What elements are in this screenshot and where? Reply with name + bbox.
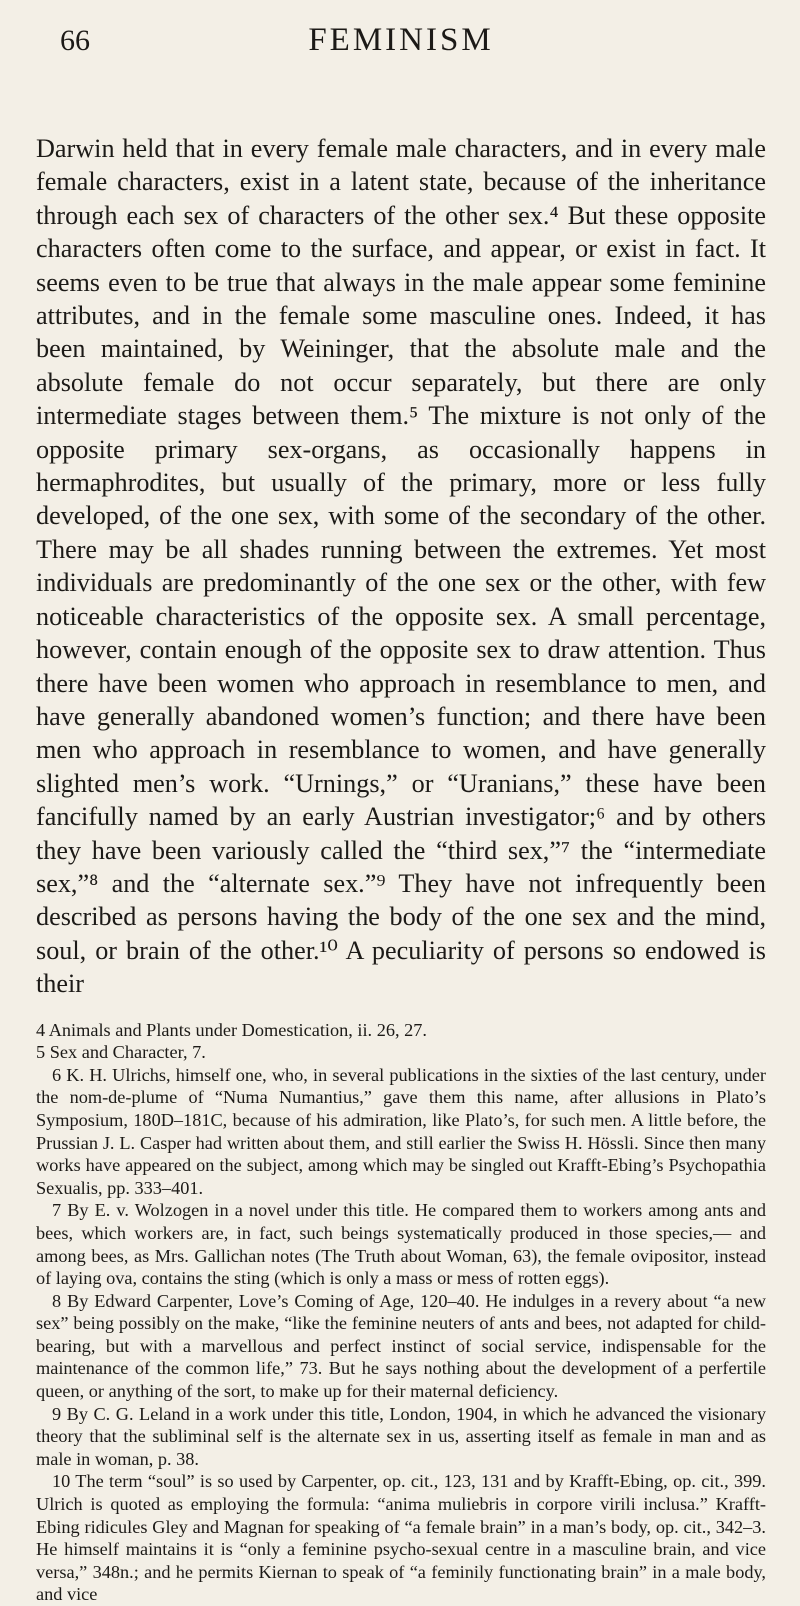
footnote-10: 10 The term “soul” is so used by Carpenter, op. cit., 123, 131 and by Krafft-Ebing, op. cit., 399. Ulrich is quoted as employing the formula: “anima muliebris in corpore virili inclusa.” Krafft-Ebing ridicules Gley and Magnan for speaking of “a female brain” in a man’s body, op. cit., 342–3. He himself maintains it is “only a feminine psycho-sexual centre in a masculine brain, and vice versa,” 348n.; and he permits Kiernan to speak of “a feminily functionating brain” in a male body, and vice: [36, 1471, 766, 1605]
body-paragraph: Darwin held that in every female male characters, and in every male female characters, exist in a latent state, because of the inheritance through each sex of characters of the other sex.⁴ But these opposite characters often come to the surface, and appear, or exist in fact. It seems even to be true that always in the male appear some feminine attributes, and in the female some masculine ones. Indeed, it has been maintained, by Weininger, that the absolute male and the absolute female do not occur separately, but there are only intermediate stages between them.⁵ The mixture is not only of the opposite primary sex-organs, as occasionally happens in hermaphrodites, but usually of the primary, more or less fully developed, of the one sex, with some of the secondary of the other. There may be all shades running between the extremes. Yet most individuals are predominantly of the one sex or the other, with few noticeable characteristics of the opposite sex. A small percentage, however, contain enough of the opposite sex to draw attention. Thus there have been women who approach in resemblance to men, and have generally abandoned women’s function; and there have been men who approach in resemblance to women, and have generally slighted men’s work. “Urnings,” or “Uranians,” these have been fancifully named by an early Austrian investigator;⁶ and by others they have been variously called the “third sex,”⁷ the “intermediate sex,”⁸ and the “alternate sex.”⁹ They have not infrequently been described as persons having the body of the one sex and the mind, soul, or brain of the other.¹⁰ A peculiarity of persons so endowed is their: [36, 134, 766, 999]
footnote-8: 8 By Edward Carpenter, Love’s Coming of Age, 120–40. He indulges in a revery about “a new sex” being possibly on the make, “like the feminine neuters of ants and bees, not adapted for child-bearing, but with a marvellous and perfect instinct of social service, indispensable for the maintenance of the common life,” 73. But he says nothing about the development of a perfertile queen, or anything of the sort, to make up for their maternal deficiency.: [36, 1290, 766, 1402]
running-title: FEMINISM: [308, 22, 494, 58]
footnote-7: 7 By E. v. Wolzogen in a novel under this title. He compared them to workers among ants and bees, which workers are, in fact, such beings systematically produced in those species,— and among bees, as Mrs. Gallichan notes (The Truth about Woman, 63), the female ovipositor, instead of laying ova, contains the sting (which is only a mass or mess of rotten eggs).: [36, 1200, 766, 1289]
page-number: 66: [60, 24, 90, 57]
footnote-5: 5 Sex and Character, 7.: [36, 1042, 206, 1063]
footnote-4: 4 Animals and Plants under Domestication, ii. 26, 27.: [36, 1019, 427, 1040]
footnotes: [36, 1019, 766, 1606]
footnote-6: 6 K. H. Ulrichs, himself one, who, in several publications in the sixties of the last century, under the nom-de-plume of “Numa Numantius,” gave them this name, after allusions in Plato’s Symposium, 180D–181C, because of his admiration, like Plato’s, for such men. A little before, the Prussian J. L. Casper had written about them, and still earlier the Swiss H. Hössli. Since then many works have appeared on the subject, among which may be singled out Krafft-Ebing’s Psychopathia Sexualis, pp. 333–401.: [36, 1064, 766, 1198]
page-header: [36, 0, 766, 70]
footnote-9: 9 By C. G. Leland in a work under this title, London, 1904, in which he advanced the visionary theory that the subliminal self is the alternate sex in us, asserting itself as female in man and as male in woman, p. 38.: [36, 1403, 766, 1469]
